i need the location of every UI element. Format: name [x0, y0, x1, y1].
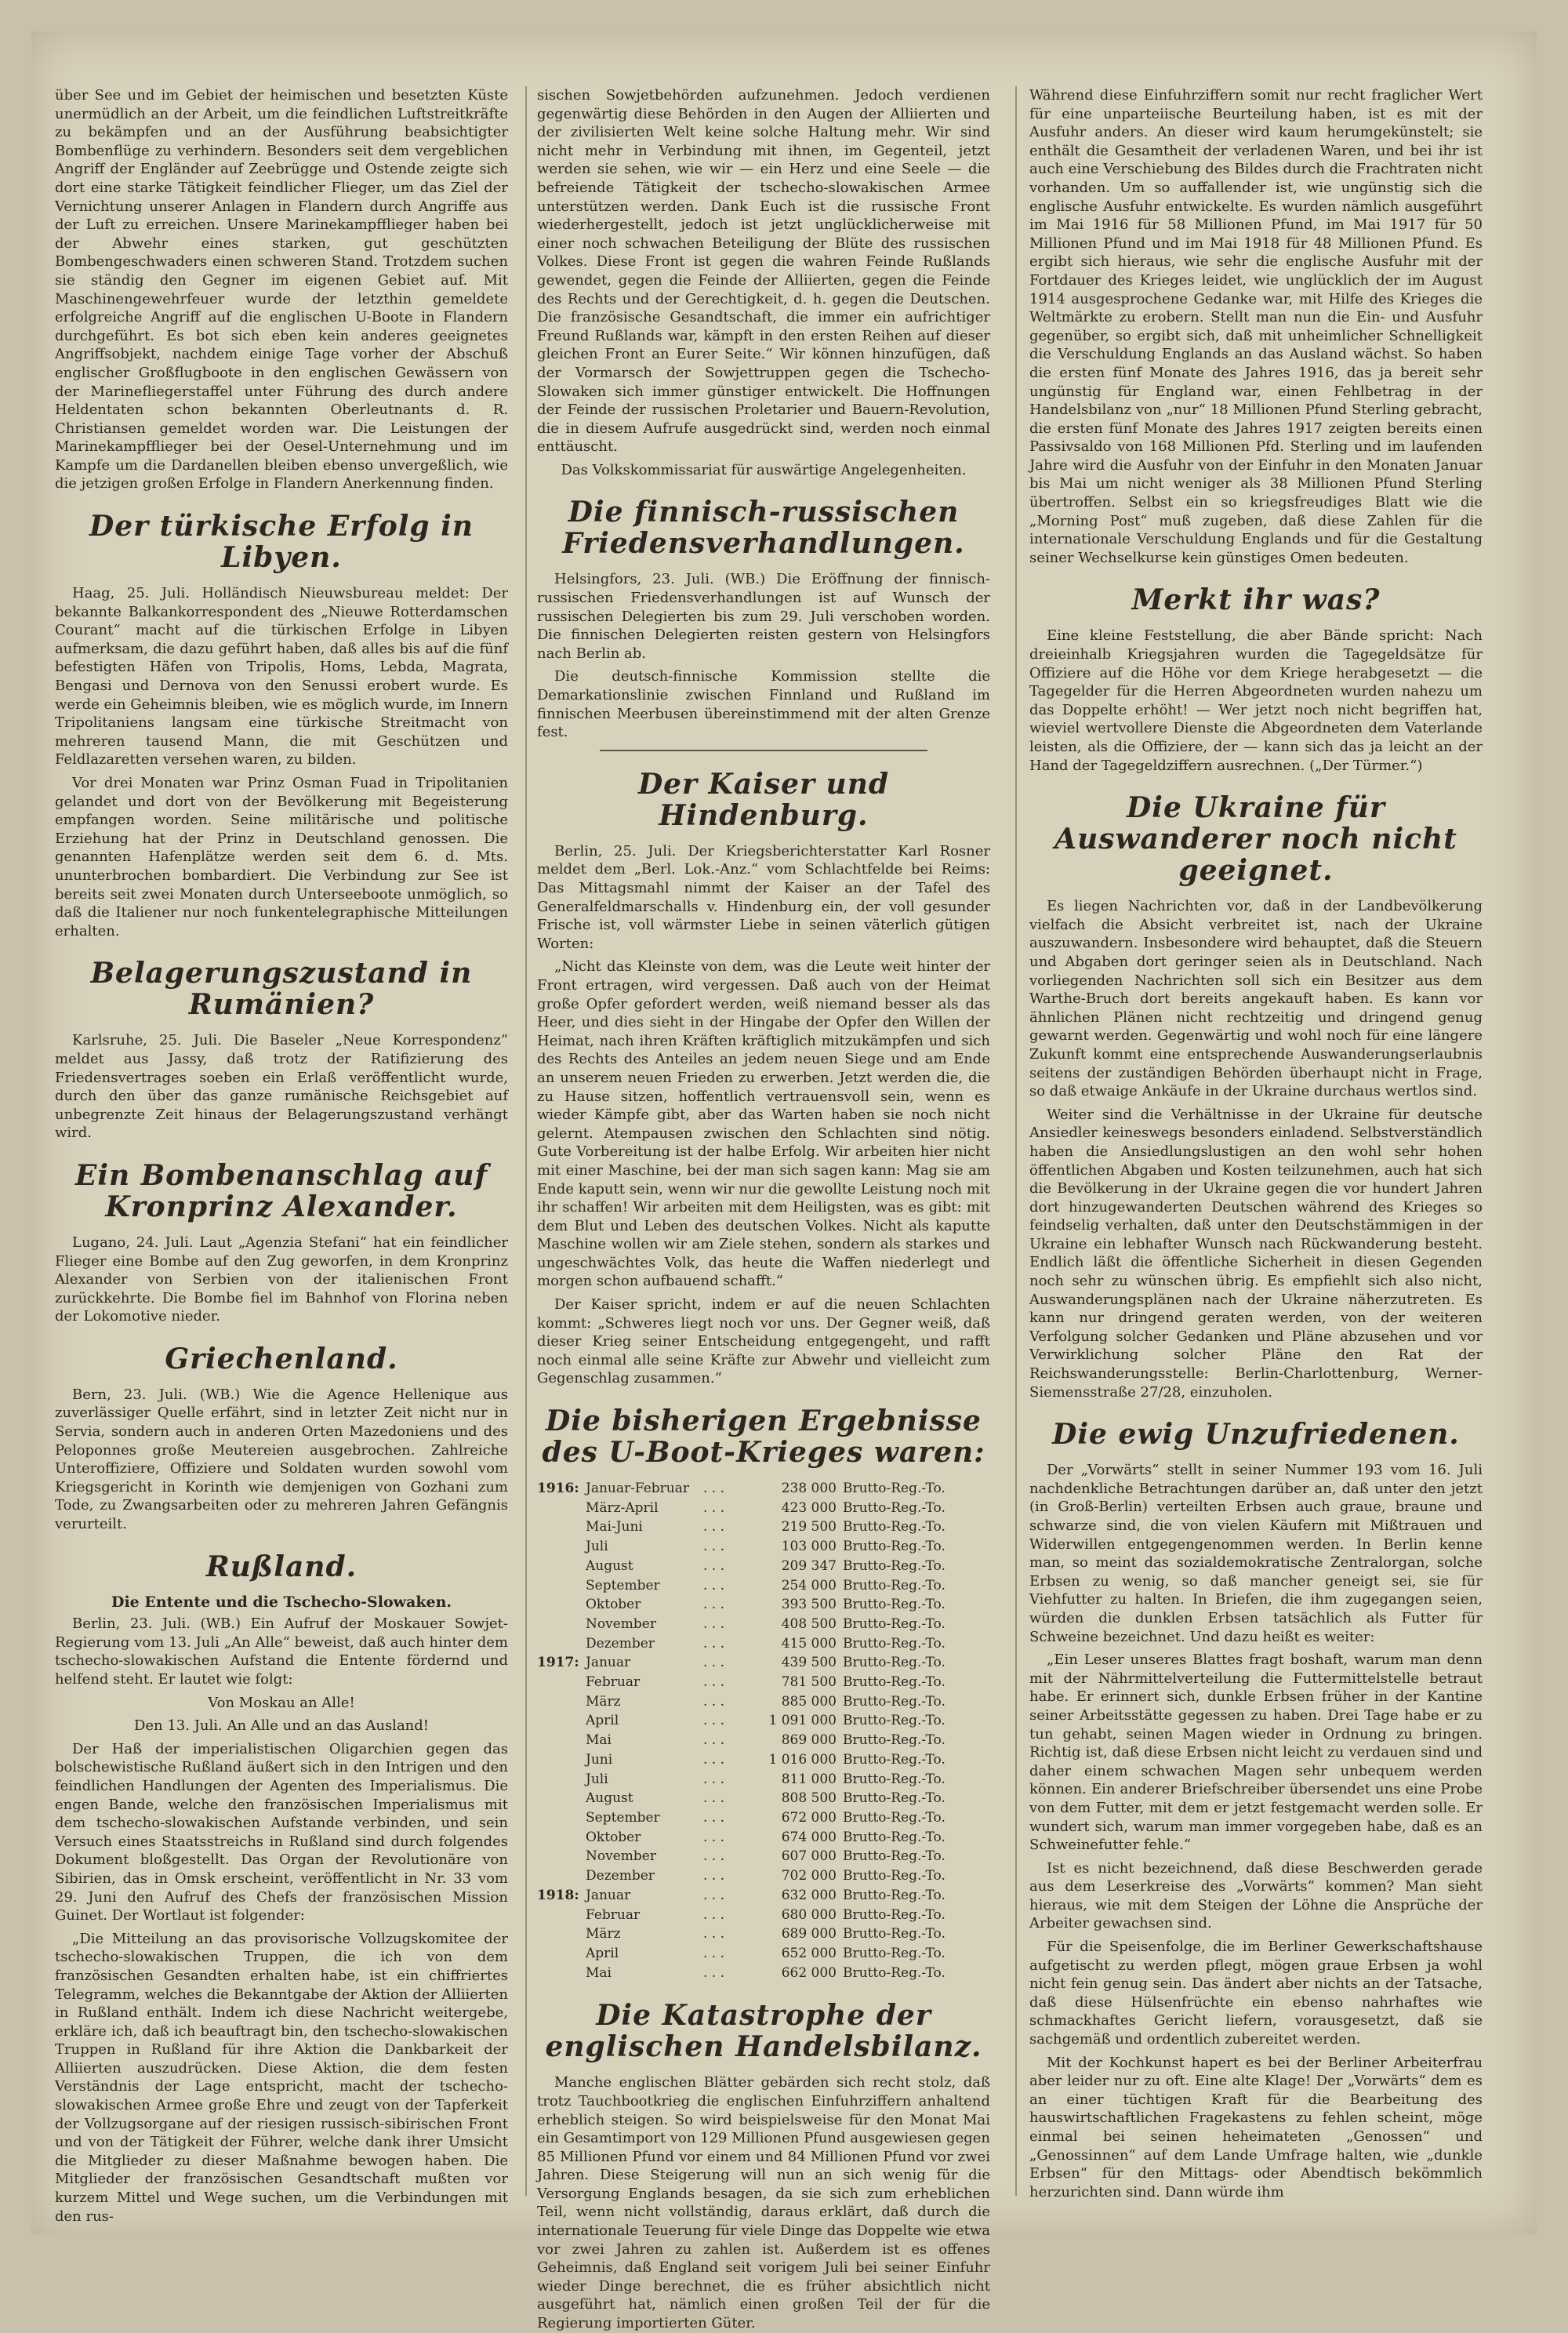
- divider: [600, 750, 927, 751]
- table-cell-unit: Brutto-Reg.-To.: [843, 1499, 946, 1516]
- paragraph: Für die Speisenfolge, die im Berliner Gewerkschaftshause aufgetischt zu werden pflegt, mögen graue Erbsen ja wohl nicht fein genug sein. Das ändert aber nichts an der Tatsache, daß diese Hülsenfrüchte ein ebenso nahrhaftes wie schmackhaftes Gericht liefern, vorausgesetzt, daß sie sachgemäß und ordentlich zubereitet werden.: [1029, 1939, 1483, 2048]
- article-continuation: über See und im Gebiet der heimischen und besetzten Küste unermüdlich an der Arbeit, um die feindlichen Luftstreitkräfte zu bekämpfen und an der Ausführung beabsichtigter Bombenflüge zu verhindern. Besonders seit dem vergeblichen Angriff der Engländer auf Zeebrügge und Ostende zeigte sich dort eine starke Tätigkeit feindlicher Flieger, um das Ziel der Vernichtung unserer Anlagen in Flandern durch Angriffe aus der Luft zu erreichen. Unsere Marinekampfflieger haben bei der Abwehr eines starken, gut geschützten Bombengeschwaders einen schweren Stand. Trotzdem suchen sie ständig den Gegner im eigenen Gebiet auf. Mit Maschinengewehrfeuer wurde der letzthin gemeldete erfolgreiche Angriff auf die englischen U-Boote in Flandern durchgeführt. Es bot sich eben kein anderes geeignetes Angriffsobjekt, nachdem einige Tage vorher der Abschuß englischer Großflugboote in den englischen Gewässern von der Marinefliegerstaffel unter Führung des durch andere Heldentaten schon bekannten Oberleutnants d. R. Christiansen gemeldet worden war. Die Leistungen der Marinekampfflieger bei der Oesel-Unternehmung und im Kampfe um die Dardanellen bleiben ebenso unvergeßlich, wie die jetzigen großen Erfolge in Flandern Anerkennung finden.: [55, 87, 508, 492]
- table-cell-value: 393 500: [781, 1597, 837, 1613]
- table-cell-year: [537, 1634, 586, 1654]
- table-cell-year: [537, 1615, 586, 1634]
- table-row: [537, 1847, 990, 1866]
- leader-dots: . . .: [703, 1926, 725, 1942]
- leader-dots: . . .: [703, 1615, 725, 1632]
- table-cell-unit: Brutto-Reg.-To.: [843, 1713, 946, 1729]
- column-rule: [1015, 86, 1017, 2196]
- table-row: [537, 1924, 990, 1944]
- table-cell-month: November: [586, 1848, 656, 1865]
- table-cell-unit: Brutto-Reg.-To.: [843, 1868, 946, 1884]
- table-cell-month: September: [586, 1809, 660, 1826]
- table-cell-value: 672 000: [781, 1809, 837, 1826]
- paragraph: Der „Vorwärts“ stellt in seiner Nummer 193 vom 16. Juli nachdenkliche Betrachtungen darüber an, daß unter den jetzt (in Groß-Berlin) verteilten Erbsen auch graue, braune und schwarze sind, die von vielen Käufern mit Mißtrauen und Widerwillen entgegengenommen werden. In Berlin kenne man, so meint das sozialdemokratische Zentralorgan, solche Erbsen zu wenig, so daß mancher geneigt sei, sie für Viehfutter zu halten. In Briefen, die ihm zugegangen seien, würden die dunklen Erbsen tatsächlich als Futter für Schweine bezeichnet. Und dazu heißt es weiter:: [1029, 1462, 1483, 1645]
- article-continuation: sischen Sowjetbehörden aufzunehmen. Jedoch verdienen gegenwärtig diese Behörden in den Augen der Alliierten und der zivilisierten Welt keine solche Haltung mehr. Wir sind nicht mehr in Verbindung mit ihnen, im Gegenteil, jetzt werden sie sehen, wie wir — ein Herz und eine Seele — die befreiende Tätigkeit der tschecho-slowakischen Armee unterstützen werden. Dank Euch ist die russische Front wiederhergestellt, jedoch ist jetzt unglücklicherweise mit einer noch schwachen Beteiligung der Blüte des russischen Volkes. Diese Front ist gegen die wahren Feinde Rußlands gewendet, gegen die Feinde der Alliierten, gegen die Feinde des Rechts und der Gerechtigkeit, d. h. gegen die Deutschen. Die französische Gesandtschaft, die immer ein aufrichtiger Freund Rußlands war, kämpft in den ersten Reihen auf dieser gleichen Front an Eurer Seite.“ Wir können hinzufügen, daß der Vormarsch der Sowjettruppen gegen die Tschecho-Slowaken sich immer günstiger entwickelt. Die Hoffnungen der Feinde der russischen Proletarier und Bauern-Revolution, die in diesem Aufrufe ausgedrückt sind, werden noch einmal enttäuscht.: [537, 87, 990, 456]
- leader-dots: . . .: [703, 1655, 725, 1671]
- paragraph: „Ein Leser unseres Blattes fragt boshaft, warum man denn mit der Nährmittelverteilung die Futtermittelstelle betraut habe. Er erinnert sich, dunkle Erbsen früher in der Kantine seiner Arbeitsstätte gegessen zu haben. Drei Tage habe er zu tun gehabt, seinen Magen wieder in Ordnung zu bringen. Richtig ist, daß diese Erbsen nicht leicht zu verdauen sind und daher einem schwachen Magen sehr unbequem werden können. Ein anderer Briefschreiber übersendet uns eine Probe von dem Futter, mit dem er jetzt festgemacht werden solle. Er wundert sich, warum man immer vorgegeben habe, daß es an Schweinefutter fehle.“: [1029, 1652, 1483, 1854]
- table-row: [537, 1964, 990, 1983]
- table-cell-unit: Brutto-Reg.-To.: [843, 1945, 946, 1961]
- leader-dots: . . .: [703, 1693, 725, 1710]
- table-cell-unit: Brutto-Reg.-To.: [843, 1848, 946, 1865]
- column-3: [1029, 86, 1483, 2200]
- table-cell-unit: Brutto-Reg.-To.: [843, 1577, 946, 1593]
- table-cell-year: 1918:: [537, 1887, 579, 1903]
- table-cell-month: Dezember: [586, 1868, 655, 1884]
- leader-dots: . . .: [703, 1771, 725, 1787]
- table-cell-year: [537, 1906, 586, 1925]
- table-row: [537, 1770, 990, 1790]
- paragraph: Mit der Kochkunst hapert es bei der Berliner Arbeiterfrau aber leider nur zu oft. Eine alte Klage! Der „Vorwärts“ dem es an einer tüchtigen Kraft für die Bearbeitung des hauswirtschaftlichen Fragekastens zu fehlen scheint, möge einmal bei seinen heheimateten „Genossen“ und „Genossinnen“ auf dem Lande Umfrage halten, wie „dunkle Erbsen“ für den Mittags- oder Abendtisch bekömmlich herzurichten sind. Dann würde ihm: [1029, 2054, 1483, 2200]
- paragraph: Karlsruhe, 25. Juli. Die Baseler „Neue Korrespondenz“ meldet aus Jassy, daß trotz der Ratifizierung des Friedensvertrages soeben ein Erlaß veröffentlicht wurde, durch den über das ganze rumänische Reichsgebiet auf unbegrenzte Zeit hinaus der Belagerungszustand verhängt wird.: [55, 1032, 508, 1142]
- table-cell-value: 607 000: [781, 1848, 837, 1865]
- subheadline: Die Entente und die Tschecho-Slowaken.: [111, 1593, 452, 1611]
- table-row: [537, 1595, 990, 1615]
- table-cell-year: [537, 1692, 586, 1712]
- table-cell-unit: Brutto-Reg.-To.: [843, 1771, 946, 1787]
- table-cell-year: 1916:: [537, 1481, 579, 1497]
- table-cell-year: [537, 1770, 586, 1790]
- table-row: [537, 1886, 990, 1906]
- leader-dots: . . .: [703, 1539, 725, 1555]
- table-cell-value: 408 500: [781, 1615, 837, 1632]
- table-cell-year: 1917:: [537, 1655, 579, 1671]
- leader-dots: . . .: [703, 1945, 725, 1961]
- signature: Das Volkskommissariat für auswärtige Angelegenheiten.: [561, 461, 967, 478]
- paragraph: Lugano, 24. Juli. Laut „Agenzia Stefani“ hat ein feindlicher Flieger eine Bombe auf den Zug geworfen, in dem Kronprinz Alexander von Serbien von der italienischen Front zurückkehrte. Die Bombe fiel im Bahnhof von Florina neben der Lokomotive nieder.: [55, 1234, 508, 1325]
- table-cell-year: [537, 1711, 586, 1731]
- paragraph: Es liegen Nachrichten vor, daß in der Landbevölkerung vielfach die Absicht verbreitet ist, nach der Ukraine auszuwandern. Insbesondere wird behauptet, daß die Steuern und Abgaben dort geringer seien als in Deutschland. Nach vorliegenden Nachrichten soll sich ein Besitzer aus dem Warthe-Bruch dort bereits angekauft haben. Es kann vor ähnlichen Plänen nicht rechtzeitig und dringend genug gewarnt werden. Gegenwärtig und wohl noch für eine längere Zukunft kommt eine entsprechende Auswanderungserlaubnis seitens der zuständigen Behörden überhaupt nicht in Frage, so daß etwaige Ankäufe in der Ukraine durchaus wertlos sind.: [1029, 898, 1483, 1100]
- table-cell-year: [537, 1731, 586, 1750]
- table-cell-month: November: [586, 1615, 656, 1632]
- leader-dots: . . .: [703, 1809, 725, 1826]
- table-cell-month: August: [586, 1557, 633, 1574]
- table-cell-year: [537, 1828, 586, 1848]
- table-cell-month: Dezember: [586, 1635, 655, 1652]
- table-row: [537, 1731, 990, 1750]
- paragraph: Bern, 23. Juli. (WB.) Wie die Agence Hellenique aus zuverlässiger Quelle erfährt, sind in letzter Zeit nicht nur in Servia, sondern auch in anderen Orten Mazedoniens und des Peloponnes große Meutereien ausgebrochen. Zahlreiche Unteroffiziere, Offiziere und Soldaten wurden sowohl vom Kriegsgericht in Korinth wie demjenigen von Gozhani zum Tode, zu Zwangsarbeiten oder zu mehreren Jahren Gefängnis verurteilt.: [55, 1386, 508, 1533]
- paragraph: Helsingfors, 23. Juli. (WB.) Die Eröffnung der finnisch-russischen Friedensverhandlungen ist auf Wunsch der russischen Delegierten bis zum 29. Juli verschoben worden. Die finnischen Delegierten reisten gestern von Helsingfors nach Berlin ab.: [537, 571, 990, 662]
- table-cell-value: 662 000: [781, 1964, 837, 1981]
- table-cell-value: 652 000: [781, 1945, 837, 1961]
- headline-merkt-ihr-was: Merkt ihr was?: [1131, 583, 1381, 617]
- table-cell-value: 1 016 000: [768, 1751, 837, 1768]
- paragraph: Vor drei Monaten war Prinz Osman Fuad in Tripolitanien gelandet und dort von der Bevölkerung mit Begeisterung empfangen worden. Seine militärische und politische Erziehung hat der Prinz in Deutschland genossen. Die genannten Hafenplätze werden seit dem 6. d. Mts. ununterbrochen bombardiert. Die Verbindung zur See ist bereits seit zwei Monaten durch Unterseeboote unmöglich, so daß die Italiener nur noch funkentelegraphische Mitteilungen erhalten.: [55, 775, 508, 939]
- table-cell-month: September: [586, 1577, 660, 1593]
- table-cell-value: 674 000: [781, 1829, 837, 1845]
- table-row: [537, 1808, 990, 1828]
- table-cell-month: Januar: [586, 1887, 631, 1903]
- paragraph: „Nicht das Kleinste von dem, was die Leute weit hinter der Front ertragen, wird vergessen. Daß auch von der Heimat große Opfer gefordert werden, weiß niemand besser als das Heer, und dies sieht in der Hingabe der Opfer den Willen der Heimat, nach ihren Kräften kräftiglich mitzukämpfen und sich des Rechts des Anteiles an jedem neuen Siege und am Ende an unserem neuen Frieden zu erwerben. Jetzt werden die, die zu Hause sitzen, hoffentlich vertrauensvoll sein, wenn es wieder Kämpfe gibt, aber das Warten haben sie noch nicht gelernt. Atempausen zwischen den Schlachten sind nötig. Gute Vorbereitung ist der halbe Erfolg. Wir arbeiten hier nicht mit einer Maschine, bei der man sich sagen kann: Mag sie am Ende kaputt sein, wenn wir nur die gewollte Leistung noch mit ihr schaffen! Wir arbeiten mit dem Heiligsten, was es gibt: mit dem Blut und Leben des deutschen Volkes. Nicht als kaputte Maschine wollen wir am Ziele stehen, sondern als starkes und ungeschwächtes Volk, das heute die Waffen niederlegt und morgen schon aufbauend schafft.“: [537, 958, 990, 1290]
- table-cell-year: [537, 1576, 586, 1596]
- newspaper-page: [31, 31, 1537, 2332]
- leader-dots: . . .: [703, 1964, 725, 1981]
- table-cell-month: Mai-Juni: [586, 1519, 643, 1535]
- table-row: [537, 1692, 990, 1712]
- table-cell-unit: Brutto-Reg.-To.: [843, 1964, 946, 1981]
- leader-dots: . . .: [703, 1519, 725, 1535]
- table-cell-month: Mai: [586, 1732, 612, 1749]
- leader-dots: . . .: [703, 1481, 725, 1497]
- table-cell-month: März-April: [586, 1499, 659, 1516]
- table-cell-value: 103 000: [781, 1539, 837, 1555]
- table-cell-unit: Brutto-Reg.-To.: [843, 1557, 946, 1574]
- table-cell-year: [537, 1595, 586, 1615]
- table-row: [537, 1576, 990, 1596]
- table-cell-unit: Brutto-Reg.-To.: [843, 1519, 946, 1535]
- headline-ukraine: Die Ukraine für Auswanderer noch nicht geeignet.: [1054, 791, 1457, 888]
- table-row: [537, 1479, 990, 1499]
- table-cell-value: 254 000: [781, 1577, 837, 1593]
- table-cell-year: [537, 1808, 586, 1828]
- leader-dots: . . .: [703, 1906, 725, 1923]
- table-cell-unit: Brutto-Reg.-To.: [843, 1926, 946, 1942]
- table-cell-month: März: [586, 1693, 621, 1710]
- leader-dots: . . .: [703, 1713, 725, 1729]
- table-row: [537, 1944, 990, 1964]
- table-row: [537, 1673, 990, 1692]
- leader-dots: . . .: [703, 1635, 725, 1652]
- leader-dots: . . .: [703, 1674, 725, 1691]
- table-cell-year: [537, 1750, 586, 1770]
- table-cell-unit: Brutto-Reg.-To.: [843, 1732, 946, 1749]
- table-row: [537, 1537, 990, 1557]
- quote-title: Von Moskau an Alle!: [208, 1694, 355, 1711]
- table-cell-value: 808 500: [781, 1790, 837, 1807]
- headline-unzufriedenen: Die ewig Unzufriedenen.: [1052, 1418, 1460, 1452]
- paragraph: „Die Mitteilung an das provisorische Vollzugskomitee der tschecho-slowakischen Truppen, die ich von dem französischen Gesandten erhalten habe, ist ein chiffriertes Telegramm, welches die Bekanntgabe der Aktion der Alliierten in Rußland enthält. Indem ich diese Nachricht weitergebe, erkläre ich, daß ich beauftragt bin, den tschecho-slowakischen Truppen in Rußland für ihre Aktion die Dankbarkeit der Alliierten auszudrücken. Diese Aktion, die dem festen Verständnis der Lage entspricht, macht der tschecho-slowakischen Armee große Ehre und zeugt von der Tapferkeit der Vollzugsorgane auf der riesigen russisch-sibirischen Front und von der Tätigkeit der Führer, welche dank ihrer Umsicht die Mitglieder zu dieser Maßnahme bewogen haben. Die Mitglieder der französischen Gesandtschaft mußten vor kurzem Mittel und Wege suchen, um die Verbindungen mit den rus-: [55, 1930, 508, 2225]
- table-cell-month: Oktober: [586, 1829, 641, 1845]
- table-cell-unit: Brutto-Reg.-To.: [843, 1790, 946, 1807]
- table-cell-unit: Brutto-Reg.-To.: [843, 1615, 946, 1632]
- headline-kaiser: Der Kaiser und Hindenburg.: [637, 767, 890, 832]
- leader-dots: . . .: [703, 1868, 725, 1884]
- table-cell-value: 885 000: [781, 1693, 837, 1710]
- table-cell-unit: Brutto-Reg.-To.: [843, 1481, 946, 1497]
- leader-dots: . . .: [703, 1887, 725, 1903]
- leader-dots: . . .: [703, 1732, 725, 1749]
- column-2: [537, 86, 990, 2332]
- table-row: [537, 1866, 990, 1886]
- table-cell-year: [537, 1847, 586, 1866]
- table-cell-unit: Brutto-Reg.-To.: [843, 1887, 946, 1903]
- table-cell-value: 781 500: [781, 1674, 837, 1691]
- table-cell-unit: Brutto-Reg.-To.: [843, 1597, 946, 1613]
- table-cell-unit: Brutto-Reg.-To.: [843, 1906, 946, 1923]
- column-rule: [525, 86, 527, 2196]
- table-row: [537, 1828, 990, 1848]
- headline-griechenland: Griechenland.: [165, 1342, 398, 1375]
- paragraph: Der Kaiser spricht, indem er auf die neuen Schlachten kommt: „Schweres liegt noch vor uns. Der Gegner weiß, daß dieser Krieg seiner Entscheidung entgegengeht, und rafft noch einmal alle seine Kräfte zur Abwehr und vielleicht zum Gegenschlag zusammen.“: [537, 1296, 990, 1387]
- headline-handelsbilanz: Die Katastrophe der englischen Handelsbilanz.: [545, 1999, 982, 2064]
- paragraph: Haag, 25. Juli. Holländisch Nieuwsbureau meldet: Der bekannte Balkankorrespondent des „Nieuwe Rotterdamschen Courant“ macht auf die türkischen Erfolge in Libyen aufmerksam, die dazu geführt haben, daß alles bis auf die fünf befestigten Häfen von Tripolis, Homs, Lebda, Magrata, Bengasi und Dernova von den Senussi erobert wurde. Es werde ein Geheimnis bleiben, wie es möglich wurde, im Innern Tripolitaniens langsam eine türkische Streitmacht von mehreren tausend Mann, die mit Geschützen und Feldlazaretten versehen waren, zu bilden.: [55, 585, 508, 769]
- paragraph: Berlin, 23. Juli. (WB.) Ein Aufruf der Moskauer Sowjet-Regierung vom 13. Juli „An Alle“ beweist, daß auch hinter dem tschecho-slowakischen Aufstand die Entente fördernd und helfend steht. Er lautet wie folgt:: [55, 1615, 508, 1688]
- table-cell-year: [537, 1789, 586, 1808]
- leader-dots: . . .: [703, 1577, 725, 1593]
- table-row: [537, 1711, 990, 1731]
- paragraph: Manche englischen Blätter gebärden sich recht stolz, daß trotz Tauchbootkrieg die englischen Einfuhrziffern anhaltend erheblich steigen. So wird beispielsweise für den Monat Mai ein Gesamtimport von 129 Millionen Pfund ausgewiesen gegen 85 Millionen Pfund vor einem und 84 Millionen Pfund vor zwei Jahren. Diese Steigerung will nun an sich wenig für die Versorgung Englands besagen, da sie sich zum erheblichen Teil, wenn nicht vollständig, daraus erklärt, daß durch die internationale Teuerung für viele Dinge das Doppelte wie etwa vor zwei Jahren zu zahlen ist. Außerdem ist es offenes Geheimnis, daß England seit vorigem Juli bei seiner Einfuhr wieder Dinge berechnet, die es früher absichtlich nicht ausgeführt hat, nämlich einen großen Teil der für die Regierung importierten Güter.: [537, 2074, 990, 2332]
- table-cell-month: Juli: [586, 1539, 608, 1555]
- table-cell-value: 1 091 000: [768, 1713, 837, 1729]
- table-cell-value: 238 000: [781, 1481, 837, 1497]
- table-cell-value: 209 347: [781, 1557, 837, 1574]
- headline-finnisch-russisch: Die finnisch-russischen Friedensverhandlungen.: [562, 496, 965, 561]
- table-row: [537, 1653, 990, 1673]
- table-cell-unit: Brutto-Reg.-To.: [843, 1809, 946, 1826]
- table-cell-year: [537, 1537, 586, 1557]
- table-row: [537, 1615, 990, 1634]
- headline-uboot: Die bisherigen Ergebnisse des U-Boot-Krieges waren:: [542, 1405, 985, 1470]
- table-cell-value: 689 000: [781, 1926, 837, 1942]
- table-cell-month: Juni: [586, 1751, 613, 1768]
- table-cell-value: 632 000: [781, 1887, 837, 1903]
- table-cell-value: 439 500: [781, 1655, 837, 1671]
- table-cell-value: 423 000: [781, 1499, 837, 1516]
- table-row: [537, 1906, 990, 1925]
- uboot-table: [537, 1479, 990, 1982]
- table-cell-year: [537, 1673, 586, 1692]
- table-cell-value: 702 000: [781, 1868, 837, 1884]
- table-row: [537, 1750, 990, 1770]
- table-cell-month: April: [586, 1945, 619, 1961]
- leader-dots: . . .: [703, 1829, 725, 1845]
- table-cell-year: [537, 1517, 586, 1537]
- quote-date: Den 13. Juli. An Alle und an das Ausland!: [133, 1717, 430, 1735]
- table-cell-month: Mai: [586, 1964, 612, 1981]
- table-cell-month: März: [586, 1926, 621, 1942]
- table-cell-year: [537, 1944, 586, 1964]
- column-1: [55, 86, 508, 2225]
- table-row: [537, 1557, 990, 1576]
- table-cell-value: 219 500: [781, 1519, 837, 1535]
- paragraph: Der Haß der imperialistischen Oligarchien gegen das bolschewistische Rußland äußert sich in den Intrigen und den feindlichen Handlungen der Agenten des Imperialismus. Die engen Bande, welche den französischen Imperialismus mit dem tschecho-slowakischen Aufstande verbinden, und sein Versuch eines Staatsstreichs in Rußland sind durch folgendes Dokument bloßgestellt. Das Organ der Revolutionäre von Sibirien, das in Omsk erscheint, veröffentlicht in Nr. 33 vom 29. Juni den Aufruf des Chefs der französischen Mission Guinet. Der Wortlaut ist folgender:: [55, 1740, 508, 1924]
- table-cell-value: 811 000: [781, 1771, 837, 1787]
- table-cell-month: Januar: [586, 1655, 631, 1671]
- table-cell-month: April: [586, 1713, 619, 1729]
- table-cell-year: [537, 1866, 586, 1886]
- table-cell-month: Juli: [586, 1771, 608, 1787]
- headline-libyen: Der türkische Erfolg in Libyen.: [89, 510, 474, 575]
- leader-dots: . . .: [703, 1499, 725, 1516]
- leader-dots: . . .: [703, 1790, 725, 1807]
- headline-russland: Rußland.: [205, 1550, 358, 1583]
- paragraph: Ist es nicht bezeichnend, daß diese Beschwerden gerade aus dem Leserkreise des „Vorwärts“ kommen? Man sieht hieraus, wie mit dem Steigen der Löhne die Ansprüche der Arbeiter gewachsen sind.: [1029, 1859, 1483, 1932]
- table-cell-value: 869 000: [781, 1732, 837, 1749]
- table-cell-value: 680 000: [781, 1906, 837, 1923]
- table-cell-unit: Brutto-Reg.-To.: [843, 1539, 946, 1555]
- leader-dots: . . .: [703, 1751, 725, 1768]
- leader-dots: . . .: [703, 1597, 725, 1613]
- table-cell-year: [537, 1557, 586, 1576]
- table-cell-month: August: [586, 1790, 633, 1807]
- table-row: [537, 1499, 990, 1518]
- table-cell-unit: Brutto-Reg.-To.: [843, 1829, 946, 1845]
- table-cell-year: [537, 1964, 586, 1983]
- paragraph: Eine kleine Feststellung, die aber Bände spricht: Nach dreieinhalb Kriegsjahren wurden die Tagegeldsätze für Offiziere auf die Höhe vor dem Kriege herabgesetzt — die Tagegelder für die Herren Abgeordneten wurden nahezu um das Doppelte erhöht! — Wer jetzt noch nicht begriffen hat, wieviel wertvollere Dienste die Abgeordneten dem Vaterlande leisten, als die Offiziere, der — kann sich das ja leicht an der Hand der Tagegeldziffern ausrechnen. („Der Türmer.“): [1029, 627, 1483, 774]
- leader-dots: . . .: [703, 1848, 725, 1865]
- table-cell-unit: Brutto-Reg.-To.: [843, 1674, 946, 1691]
- table-row: [537, 1634, 990, 1654]
- leader-dots: . . .: [703, 1557, 725, 1574]
- table-cell-unit: Brutto-Reg.-To.: [843, 1635, 946, 1652]
- table-cell-year: [537, 1499, 586, 1518]
- table-cell-month: Oktober: [586, 1597, 641, 1613]
- table-cell-month: Februar: [586, 1906, 641, 1923]
- table-cell-unit: Brutto-Reg.-To.: [843, 1693, 946, 1710]
- table-cell-month: Januar-Februar: [586, 1481, 689, 1497]
- table-row: [537, 1517, 990, 1537]
- table-row: [537, 1789, 990, 1808]
- paragraph: Die deutsch-finnische Kommission stellte die Demarkationslinie zwischen Finnland und Rußland im finnischen Meerbusen übereinstimmend mit der alten Grenze fest.: [537, 668, 990, 741]
- table-cell-unit: Brutto-Reg.-To.: [843, 1655, 946, 1671]
- table-cell-month: Februar: [586, 1674, 641, 1691]
- table-cell-value: 415 000: [781, 1635, 837, 1652]
- paragraph: Berlin, 25. Juli. Der Kriegsberichterstatter Karl Rosner meldet dem „Berl. Lok.-Anz.“ vom Schlachtfelde bei Reims: Das Mittagsmahl nimmt der Kaiser an der Tafel des Generalfeldmarschalls v. Hindenburg ein, der voll gesunder Frische ist, voll wärmster Liebe in seinen väterlich gütigen Worten:: [537, 842, 990, 952]
- headline-rumaenien: Belagerungszustand in Rumänien?: [90, 957, 473, 1022]
- headline-bombenanschlag: Ein Bombenanschlag auf Kronprinz Alexander.: [74, 1158, 488, 1223]
- article-continuation: Während diese Einfuhrziffern somit nur recht fraglicher Wert für eine unparteiische Beurteilung haben, ist es mit der Ausfuhr anders. An dieser wird kaum herumgekünstelt; sie enthält die Gesamtheit der verladenen Waren, und bei ihr ist auch eine Verschiebung des Bildes durch die Frachtraten nicht vorhanden. Um so auffallender ist, wie ungünstig sich die englische Ausfuhr entwickelte. Es wurden nämlich ausgeführt im Mai 1916 für 58 Millionen Pfund, im Mai 1917 für 50 Millionen Pfund und im Mai 1918 für 48 Millionen Pfund. Es ergibt sich hieraus, wie sehr die englische Ausfuhr mit der Fortdauer des Krieges leidet, wie unglücklich der im August 1914 ausgesprochene Gedanke war, mit Hilfe des Krieges die Weltmärkte zu erobern. Stellt man nun die Ein- und Ausfuhr gegenüber, so ergibt sich, daß mit unheimlicher Schnelligkeit die Verschuldung Englands an das Ausland wächst. So haben die ersten fünf Monate des Jahres 1916, das ja bereit sehr ungünstig für England war, einen Fehlbetrag in der Handelsbilanz von „nur“ 18 Millionen Pfund Sterling gebracht, die ersten fünf Monate des Jahres 1917 zeigten bereits einen Passivsaldo von 168 Millionen Pfd. Sterling und im laufenden Jahre wird die Ausfuhr von der Einfuhr in den Monaten Januar bis Mai um nicht weniger als 38 Millionen Pfund Sterling übertroffen. Selbst ein so kriegsfreudiges Blatt wie die „Morning Post“ muß zugeben, daß diese Zahlen für die internationale Verschuldung Englands und für die Gestaltung seiner Wechselkurse kein günstiges Omen bedeuten.: [1029, 87, 1483, 566]
- paragraph: Weiter sind die Verhältnisse in der Ukraine für deutsche Ansiedler keineswegs besonders einladend. Selbstverständlich haben die Ansiedlungslustigen an den wohl sehr hohen öffentlichen Abgaben und Kosten teilzunehmen, auch hat sich die Bevölkerung in der Ukraine gegen die vor hundert Jahren dort hinzugewanderten Deutschen während des Krieges so feindselig verhalten, daß unter den Deutschstämmigen in der Ukraine ein lebhafter Wunsch nach Rückwanderung besteht. Endlich läßt die öffentliche Sicherheit in diesen Gegenden noch sehr zu wünschen übrig. Es empfiehlt sich also nicht, Auswanderungsplänen nach der Ukraine näherzutreten. Es kann nur dringend geraten werden, von der weiteren Verfolgung solcher Gedanken und Pläne abzusehen und vor Verwirklichung solcher Pläne den Rat der Reichswanderungsstelle: Berlin-Charlottenburg, Werner-Siemensstraße 27/28, einzuholen.: [1029, 1106, 1483, 1401]
- table-cell-year: [537, 1924, 586, 1944]
- table-cell-unit: Brutto-Reg.-To.: [843, 1751, 946, 1768]
